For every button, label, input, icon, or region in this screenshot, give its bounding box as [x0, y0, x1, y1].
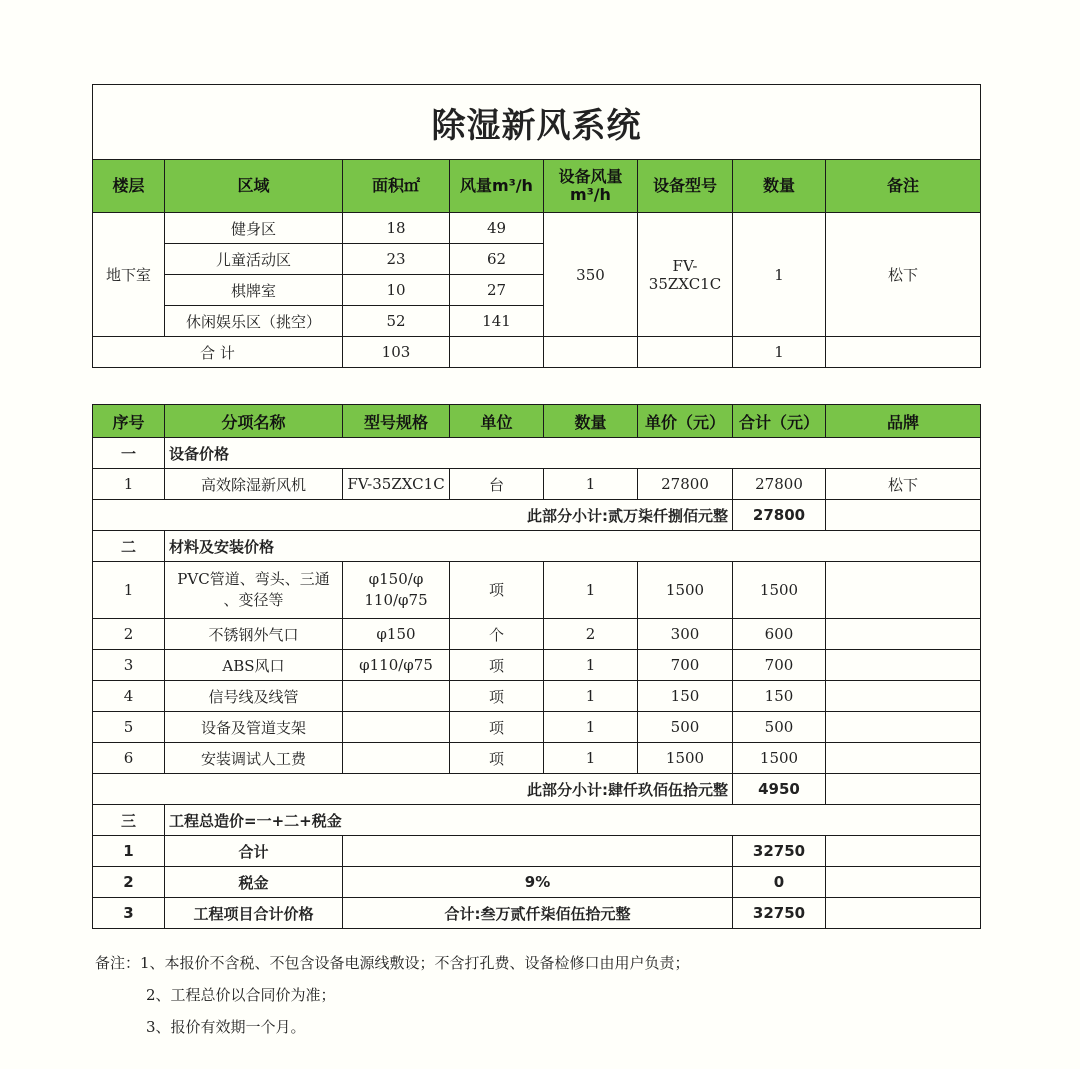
total-amount-words: 合计:叁万贰仟柒佰伍拾元整 — [343, 898, 733, 929]
section-title: 工程总造价=一+二+税金 — [165, 805, 981, 836]
row-no: 6 — [93, 743, 165, 774]
remark-cell: 松下 — [826, 213, 981, 337]
table-row — [93, 681, 981, 712]
item-name: 信号线及线管 — [165, 681, 343, 712]
item-total: 150 — [733, 681, 826, 712]
item-qty: 1 — [544, 681, 638, 712]
subtotal-value: 27800 — [733, 500, 826, 531]
header-spec: 型号规格 — [343, 405, 450, 438]
row-no: 3 — [93, 650, 165, 681]
area-cell: 棋牌室 — [165, 275, 343, 306]
total-value: 0 — [733, 867, 826, 898]
total-quantity: 1 — [733, 337, 826, 368]
airflow-cell: 49 — [450, 213, 544, 244]
section-row — [93, 531, 981, 562]
total-name: 工程项目合计价格 — [165, 898, 343, 929]
item-qty: 1 — [544, 743, 638, 774]
notes — [95, 947, 690, 1043]
item-spec: φ150 — [343, 619, 450, 650]
subtotal-label: 此部分小计:贰万柒仟捌佰元整 — [93, 500, 733, 531]
item-price: 300 — [638, 619, 733, 650]
item-name-line2: 、变径等 — [223, 591, 284, 609]
airflow-cell: 141 — [450, 306, 544, 337]
item-spec — [343, 562, 450, 619]
item-unit: 项 — [450, 743, 544, 774]
item-name: 高效除湿新风机 — [165, 469, 343, 500]
table-row — [93, 213, 981, 244]
item-spec: FV-35ZXC1C — [343, 469, 450, 500]
section-title: 材料及安装价格 — [165, 531, 981, 562]
item-spec — [343, 681, 450, 712]
item-spec: φ110/φ75 — [343, 650, 450, 681]
row-no: 5 — [93, 712, 165, 743]
subtotal-row — [93, 500, 981, 531]
item-price: 150 — [638, 681, 733, 712]
row-no: 2 — [93, 867, 165, 898]
subtotal-value: 4950 — [733, 774, 826, 805]
item-unit: 项 — [450, 681, 544, 712]
row-no: 4 — [93, 681, 165, 712]
tax-row — [93, 867, 981, 898]
item-unit: 项 — [450, 562, 544, 619]
area-cell: 健身区 — [165, 213, 343, 244]
total-name: 合计 — [165, 836, 343, 867]
item-spec — [343, 712, 450, 743]
total-value: 32750 — [733, 836, 826, 867]
item-qty: 1 — [544, 562, 638, 619]
header-no: 序号 — [93, 405, 165, 438]
item-price: 700 — [638, 650, 733, 681]
section-no: 三 — [93, 805, 165, 836]
table-row — [93, 562, 981, 619]
item-qty: 1 — [544, 712, 638, 743]
note-line: 3、报价有效期一个月。 — [146, 1018, 306, 1036]
item-name: 不锈钢外气口 — [165, 619, 343, 650]
item-unit: 项 — [450, 650, 544, 681]
page-title: 除湿新风系统 — [93, 85, 981, 160]
item-price: 27800 — [638, 469, 733, 500]
item-total: 600 — [733, 619, 826, 650]
table-row — [93, 743, 981, 774]
header-unit-price: 单价（元） — [638, 405, 733, 438]
quantity-cell: 1 — [733, 213, 826, 337]
section-no: 二 — [93, 531, 165, 562]
item-qty: 1 — [544, 650, 638, 681]
section-row — [93, 805, 981, 836]
size-cell: 23 — [343, 244, 450, 275]
grand-total-row — [93, 836, 981, 867]
item-price: 1500 — [638, 562, 733, 619]
air-system-summary-table — [92, 84, 981, 368]
item-total: 1500 — [733, 562, 826, 619]
item-price: 1500 — [638, 743, 733, 774]
item-spec-line1: φ150/φ — [368, 570, 424, 588]
total-middle — [343, 836, 733, 867]
note-line: 2、工程总价以合同价为准； — [146, 986, 336, 1004]
header-size: 面积㎡ — [343, 160, 450, 213]
item-price: 500 — [638, 712, 733, 743]
item-spec-line2: 110/φ75 — [364, 591, 428, 609]
item-total: 27800 — [733, 469, 826, 500]
quote-table — [92, 404, 981, 929]
header-qty: 数量 — [544, 405, 638, 438]
item-unit: 项 — [450, 712, 544, 743]
total-name: 税金 — [165, 867, 343, 898]
device-model-cell: FV-35ZXC1C — [638, 213, 733, 337]
header-total: 合计（元） — [733, 405, 826, 438]
section-row — [93, 438, 981, 469]
size-cell: 18 — [343, 213, 450, 244]
header-area: 区域 — [165, 160, 343, 213]
note-line: 备注：1、本报价不含税、不包含设备电源线敷设；不含打孔费、设备检修口由用户负责； — [95, 954, 690, 972]
header-quantity: 数量 — [733, 160, 826, 213]
item-total: 500 — [733, 712, 826, 743]
header-item-name: 分项名称 — [165, 405, 343, 438]
subtotal-row — [93, 774, 981, 805]
header-airflow: 风量m³/h — [450, 160, 544, 213]
header-brand: 品牌 — [826, 405, 981, 438]
header-floor: 楼层 — [93, 160, 165, 213]
airflow-cell: 62 — [450, 244, 544, 275]
tax-rate: 9% — [343, 867, 733, 898]
size-cell: 10 — [343, 275, 450, 306]
item-name: ABS风口 — [165, 650, 343, 681]
table-row — [93, 650, 981, 681]
item-total: 700 — [733, 650, 826, 681]
total-value: 32750 — [733, 898, 826, 929]
item-name-line1: PVC管道、弯头、三通 — [177, 570, 330, 588]
total-size: 103 — [343, 337, 450, 368]
header-device-airflow-line2: m³/h — [570, 185, 611, 204]
row-no: 3 — [93, 898, 165, 929]
item-qty: 1 — [544, 469, 638, 500]
row-no: 2 — [93, 619, 165, 650]
section-no: 一 — [93, 438, 165, 469]
table-row — [93, 469, 981, 500]
item-brand: 松下 — [826, 469, 981, 500]
header-unit: 单位 — [450, 405, 544, 438]
area-cell: 儿童活动区 — [165, 244, 343, 275]
header-device-airflow — [544, 160, 638, 213]
total-label: 合 计 — [93, 337, 343, 368]
subtotal-label: 此部分小计:肆仟玖佰伍拾元整 — [93, 774, 733, 805]
header-device-model: 设备型号 — [638, 160, 733, 213]
size-cell: 52 — [343, 306, 450, 337]
row-no: 1 — [93, 562, 165, 619]
item-name: 安装调试人工费 — [165, 743, 343, 774]
item-qty: 2 — [544, 619, 638, 650]
device-airflow-cell: 350 — [544, 213, 638, 337]
item-unit: 个 — [450, 619, 544, 650]
table-row — [93, 712, 981, 743]
floor-cell: 地下室 — [93, 213, 165, 337]
row-no: 1 — [93, 469, 165, 500]
item-spec — [343, 743, 450, 774]
item-total: 1500 — [733, 743, 826, 774]
section-title: 设备价格 — [165, 438, 981, 469]
airflow-cell: 27 — [450, 275, 544, 306]
header-remark: 备注 — [826, 160, 981, 213]
project-total-row — [93, 898, 981, 929]
area-cell: 休闲娱乐区（挑空） — [165, 306, 343, 337]
header-device-airflow-line1: 设备风量 — [558, 167, 623, 186]
item-name — [165, 562, 343, 619]
item-name: 设备及管道支架 — [165, 712, 343, 743]
row-no: 1 — [93, 836, 165, 867]
total-row — [93, 337, 981, 368]
item-unit: 台 — [450, 469, 544, 500]
table-row — [93, 619, 981, 650]
